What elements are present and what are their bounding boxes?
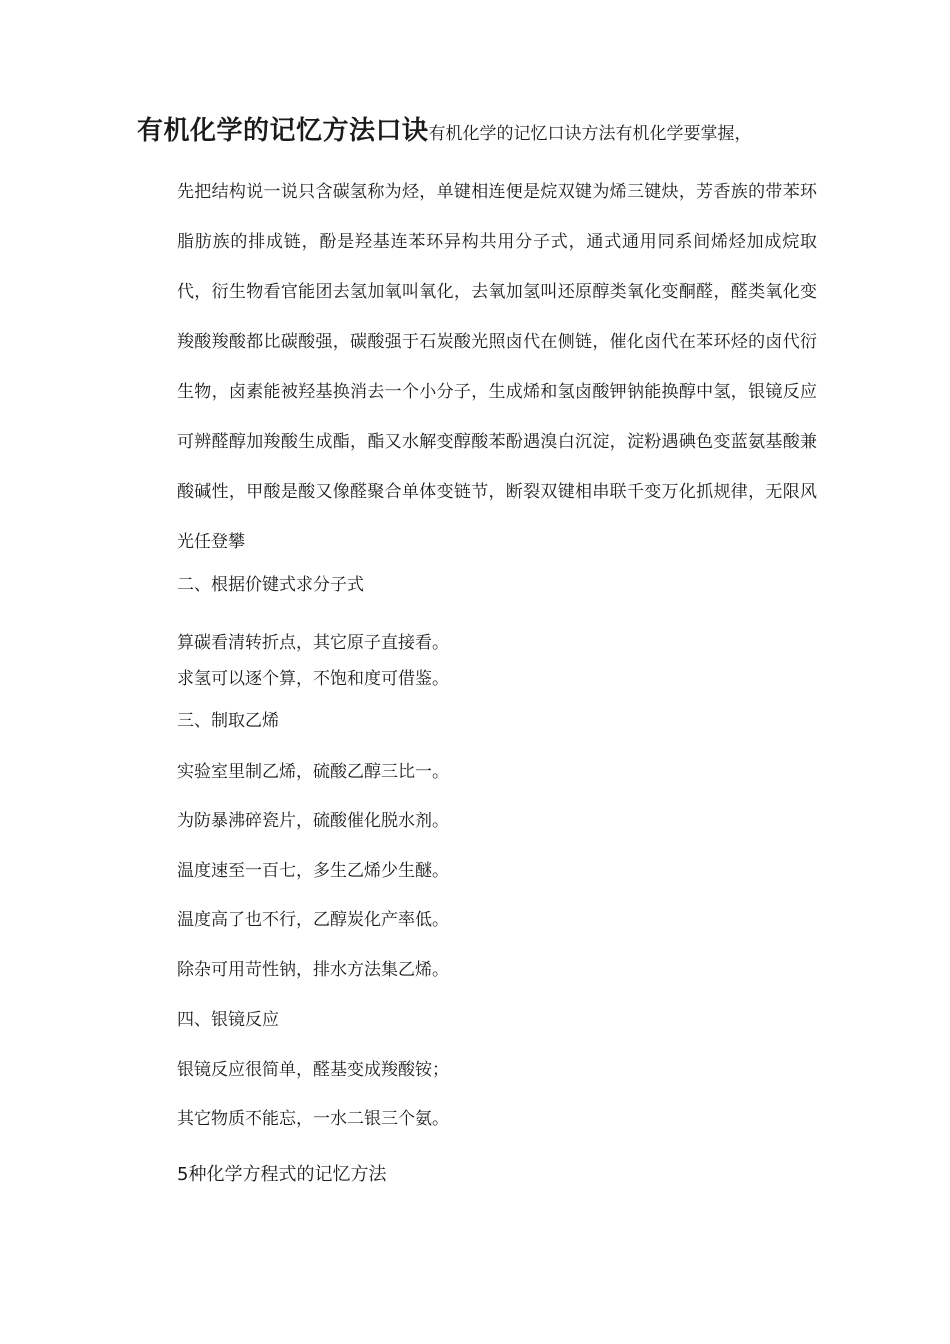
title-line (137, 110, 827, 147)
title-continuation: 有机化学的记忆口诀方法有机化学要掌握， (428, 124, 752, 144)
section3-line-3: 温度速至一百七，多生乙烯少生醚。 (177, 861, 449, 881)
document-title: 有机化学的记忆方法口诀 (137, 116, 429, 146)
section2-line-2: 求氢可以逐个算，不饱和度可借鉴。 (177, 669, 449, 689)
section3-heading: 三、制取乙烯 (177, 711, 279, 731)
section3-line-1: 实验室里制乙烯，硫酸乙醇三比一。 (177, 762, 449, 782)
section4-line-2: 其它物质不能忘，一水二银三个氨。 (177, 1109, 449, 1129)
section3-line-4: 温度高了也不行，乙醇炭化产率低。 (177, 910, 449, 930)
section4-heading: 四、银镜反应 (177, 1010, 279, 1030)
section3-line-5: 除杂可用苛性钠，排水方法集乙烯。 (177, 960, 449, 980)
section2-heading: 二、根据价键式求分子式 (177, 575, 364, 595)
section2-line-1: 算碳看清转折点，其它原子直接看。 (177, 633, 449, 653)
section3-line-2: 为防暴沸碎瓷片，硫酸催化脱水剂。 (177, 811, 449, 831)
section4-line-1: 银镜反应很简单，醛基变成羧酸铵； (177, 1060, 449, 1080)
final-heading: 5种化学方程式的记忆方法 (177, 1164, 387, 1185)
intro-paragraph: 先把结构说一说只含碳氢称为烃，单键相连便是烷双键为烯三键炔，芳香族的带苯环脂肪族的排成链，酚是羟基连苯环异构共用分子式，通式通用同系间烯烃加成烷取代，衍生物看官能团去氢加氧叫氧化，去氧加氢叫还原醇类氧化变酮醛，醛类氧化变羧酸羧酸都比碳酸强，碳酸强于石炭酸光照卤代在侧链，催化卤代在苯环烃的卤代衍生物，卤素能被羟基换消去一个小分子，生成烯和氢卤酸钾钠能换醇中氢，银镜反应可辨醛醇加羧酸生成酯，酯又水解变醇酸苯酚遇溴白沉淀，淀粉遇碘色变蓝氨基酸兼酸碱性，甲酸是酸又像醛聚合单体变链节，断裂双键相串联千变万化抓规律，无限风光任登攀 (177, 182, 817, 552)
